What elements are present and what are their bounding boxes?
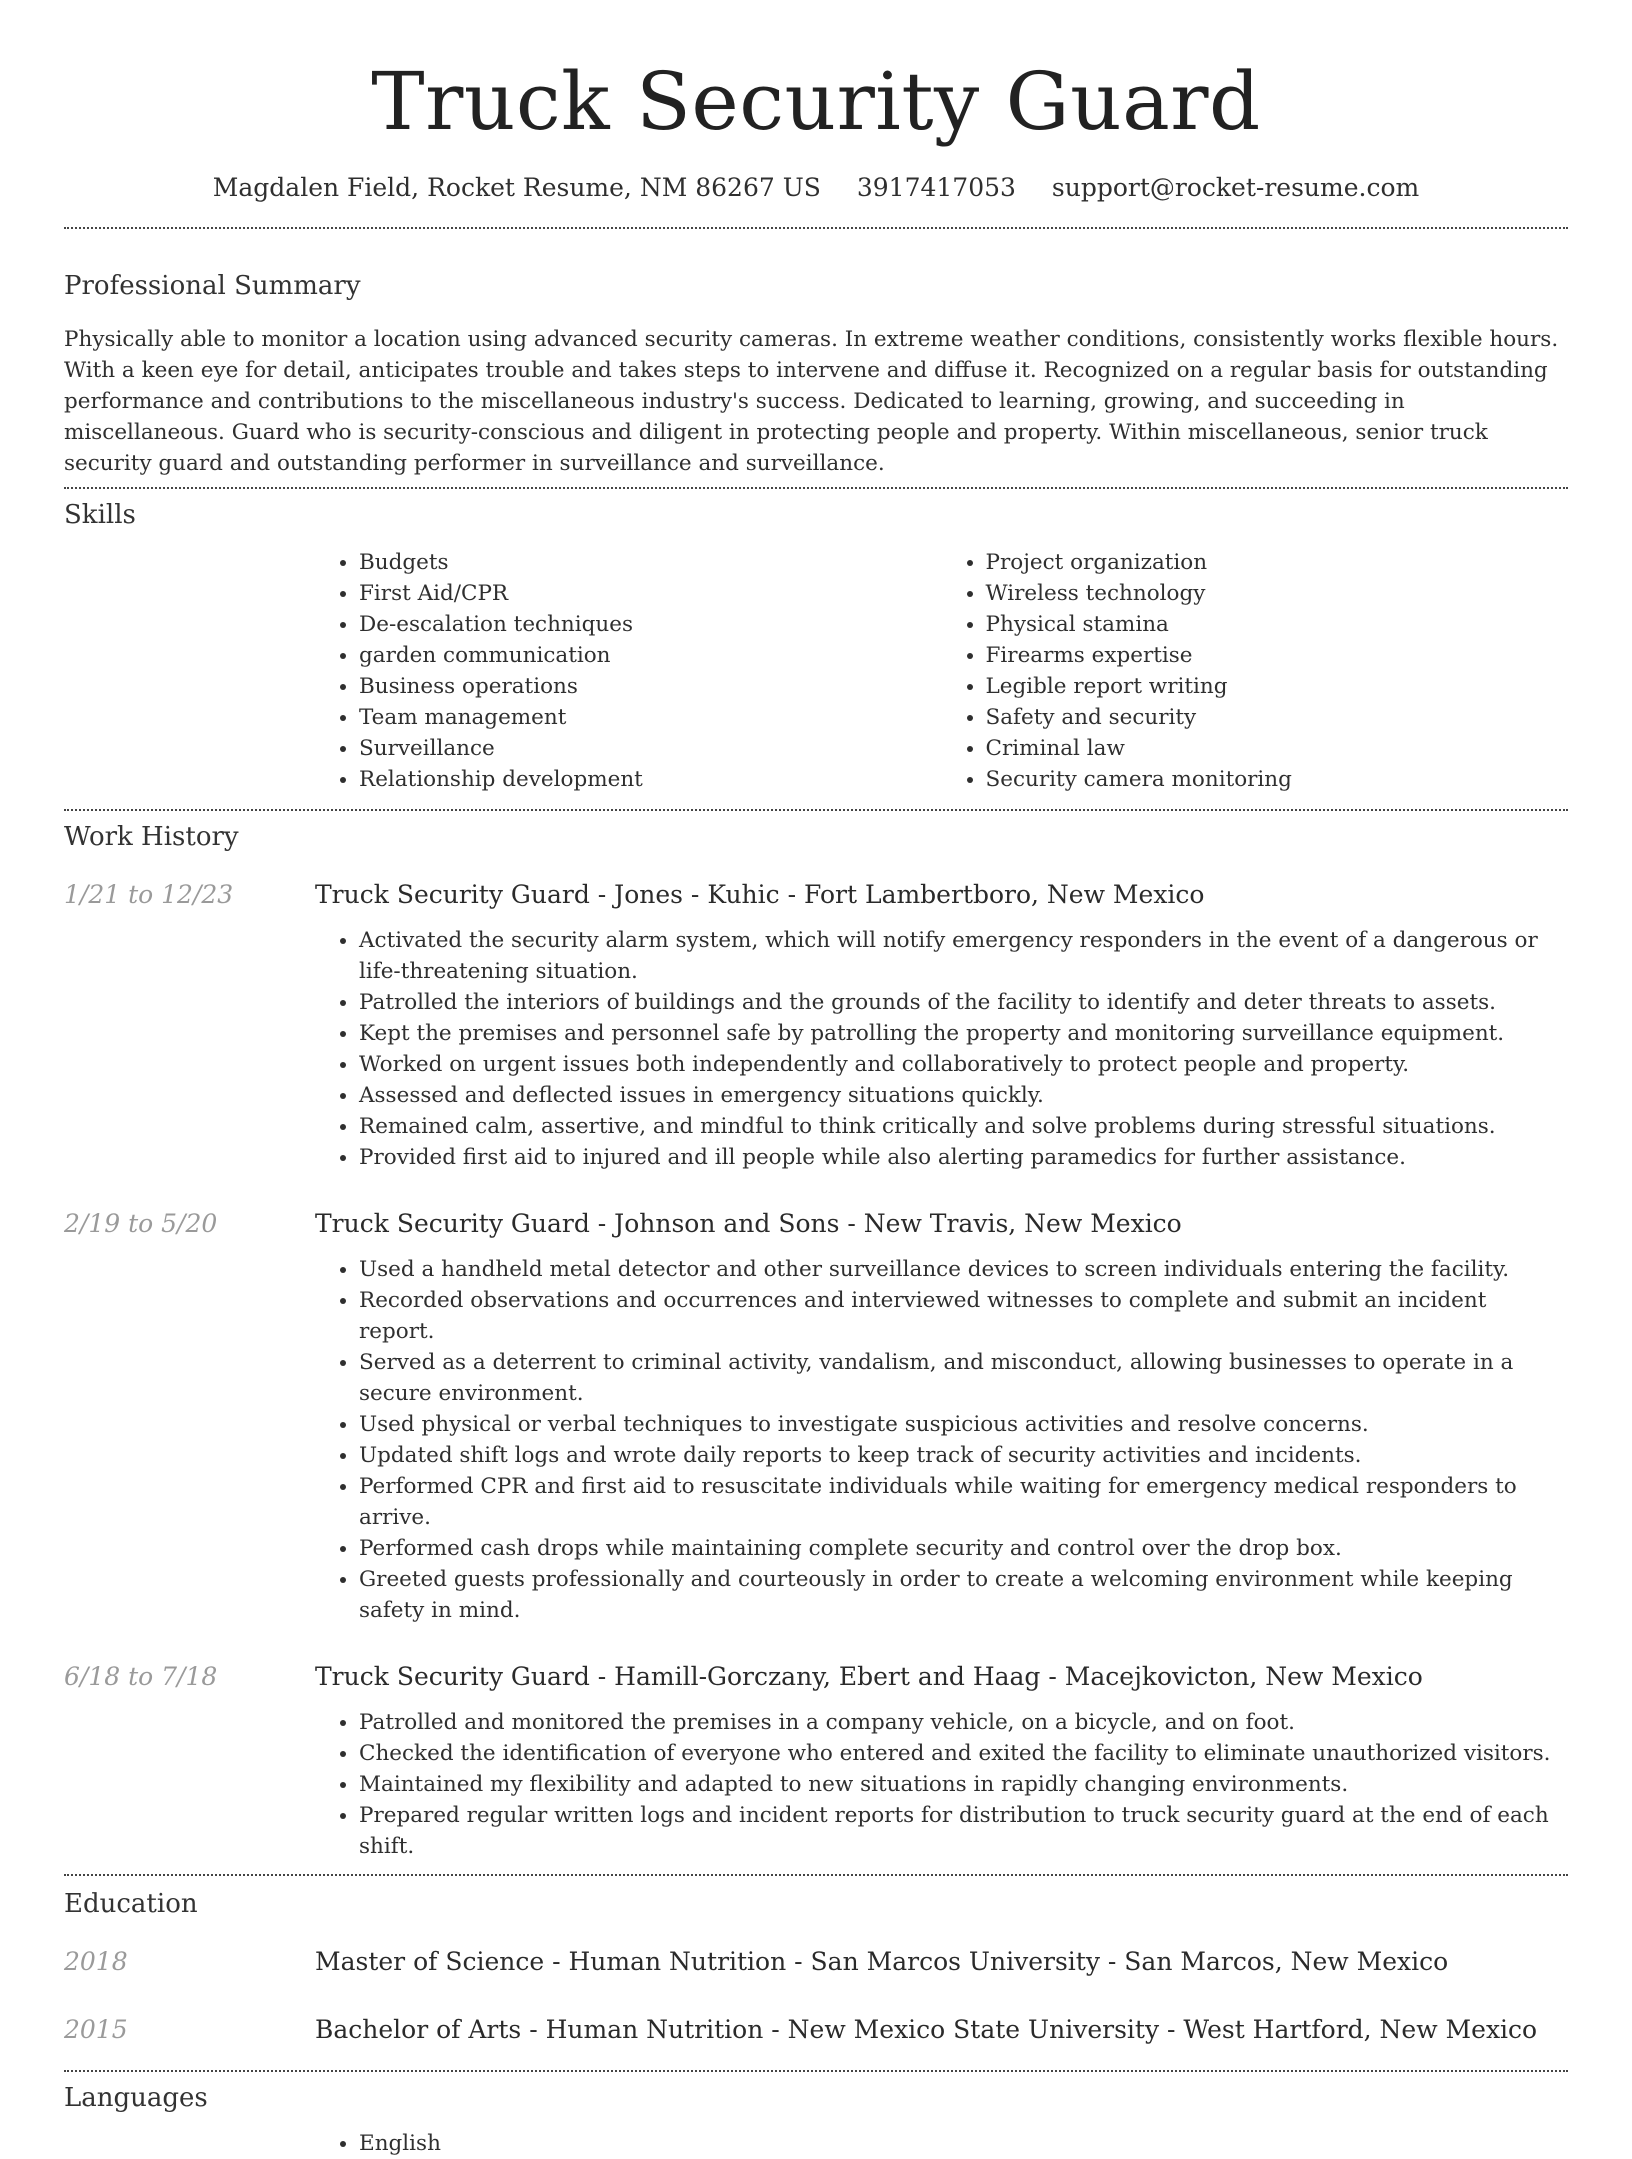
job-bullet: • Checked the identification of everyone who entered and exited the facility to eliminate unauthorized visitors. [359,1738,1568,1769]
skill-item: • Business operations [359,671,942,702]
job-heading: Truck Security Guard - Jones - Kuhic - Fort Lambertboro, New Mexico [315,880,1205,909]
skill-item: • Wireless technology [986,578,1569,609]
contact-email: support@rocket-resume.com [1051,173,1420,202]
skills-column-right [942,547,1569,795]
job-bullet: • Used a handheld metal detector and other surveillance devices to screen individuals entering the facility. [359,1254,1568,1285]
job-entry [64,1660,1568,1694]
section-divider [64,809,1568,811]
resume-name: Truck Security Guard [371,55,1261,148]
language-item: • English [359,2128,1568,2159]
skills-heading: Skills [64,500,136,530]
job-bullet: • Maintained my flexibility and adapted to new situations in rapidly changing environments. [359,1769,1568,1800]
education-heading: Education [64,1889,198,1919]
degree-name: Master of Science - Human Nutrition [315,1947,787,1976]
skill-item: • Surveillance [359,733,942,764]
skill-item: • Safety and security [986,702,1569,733]
degree-name: Bachelor of Arts - Human Nutrition [315,2015,764,2044]
skill-item: • Criminal law [986,733,1569,764]
section-divider [64,2070,1568,2072]
education-details [315,1945,1448,1979]
job-bullet: • Patrolled the interiors of buildings and the grounds of the facility to identify and deter threats to assets. [359,987,1568,1018]
school-name: - San Marcos University - San Marcos, New Mexico [786,1947,1449,1976]
section-divider [64,487,1568,489]
section-divider [64,1874,1568,1876]
skill-item: • Firearms expertise [986,640,1569,671]
job-dates: 1/21 to 12/23 [64,880,234,909]
resume-page [64,0,1568,2159]
skill-item: • First Aid/CPR [359,578,942,609]
job-bullet: • Recorded observations and occurrences and interviewed witnesses to complete and submit an incident report. [359,1285,1568,1347]
work-history-heading: Work History [64,822,239,852]
education-entry [64,1945,1568,1979]
job-bullet: • Activated the security alarm system, which will notify emergency responders in the event of a dangerous or life-threatening situation. [359,925,1568,987]
skill-item: • Project organization [986,547,1569,578]
job-bullet: • Provided first aid to injured and ill people while also alerting paramedics for further assistance. [359,1142,1568,1173]
education-year: 2015 [64,2015,128,2044]
skills-column-left [315,547,942,795]
job-bullets [315,925,1568,1173]
school-name: - New Mexico State University - West Hartford, New Mexico [763,2015,1538,2044]
skill-item: • Relationship development [359,764,942,795]
job-bullets [315,1254,1568,1626]
job-bullets [315,1707,1568,1862]
job-entry [64,1207,1568,1241]
skill-item: • Physical stamina [986,609,1569,640]
education-entry [64,2013,1568,2047]
job-bullet: • Worked on urgent issues both independently and collaboratively to protect people and property. [359,1049,1568,1080]
job-bullet: • Kept the premises and personnel safe by patrolling the property and monitoring surveillance equipment. [359,1018,1568,1049]
contact-address: Magdalen Field, Rocket Resume, NM 86267 US [212,173,821,202]
skill-item: • Legible report writing [986,671,1569,702]
contact-phone: 3917417053 [856,173,1016,202]
section-divider [64,227,1568,229]
job-bullet: • Prepared regular written logs and incident reports for distribution to truck security guard at the end of each shift. [359,1800,1568,1862]
education-year: 2018 [64,1947,128,1976]
languages-list [315,2128,1568,2159]
job-heading: Truck Security Guard - Hamill-Gorczany, Ebert and Haag - Macejkovicton, New Mexico [315,1662,1423,1691]
job-bullet: • Performed CPR and first aid to resuscitate individuals while waiting for emergency medical responders to arrive. [359,1471,1568,1533]
job-bullet: • Assessed and deflected issues in emergency situations quickly. [359,1080,1568,1111]
summary-text: Physically able to monitor a location using advanced security cameras. In extreme weather conditions, consistently works flexible hours. With a keen eye for detail, anticipates trouble and takes steps to intervene and diffuse it. Recognized on a regular basis for outstanding performance and contributions to the miscellaneous industry's success. Dedicated to learning, growing, and succeeding in miscellaneous. Guard who is security-conscious and diligent in protecting people and property. Within miscellaneous, senior truck security guard and outstanding performer in surveillance and surveillance. [64,327,1559,476]
skill-item: • Budgets [359,547,942,578]
job-dates: 6/18 to 7/18 [64,1662,218,1691]
job-bullet: • Served as a deterrent to criminal activity, vandalism, and misconduct, allowing businesses to operate in a secure environment. [359,1347,1568,1409]
job-bullet: • Patrolled and monitored the premises in a company vehicle, on a bicycle, and on foot. [359,1707,1568,1738]
job-entry [64,878,1568,912]
summary-heading: Professional Summary [64,271,361,301]
skill-item: • garden communication [359,640,942,671]
skill-item: • Security camera monitoring [986,764,1569,795]
job-dates: 2/19 to 5/20 [64,1209,218,1238]
skill-item: • Team management [359,702,942,733]
job-bullet: • Remained calm, assertive, and mindful to think critically and solve problems during stressful situations. [359,1111,1568,1142]
contact-line [64,172,1568,204]
job-bullet: • Performed cash drops while maintaining complete security and control over the drop box. [359,1533,1568,1564]
job-heading: Truck Security Guard - Johnson and Sons - New Travis, New Mexico [315,1209,1182,1238]
skills-list [315,547,1568,795]
skill-item: • De-escalation techniques [359,609,942,640]
languages-heading: Languages [64,2083,208,2113]
job-bullet: • Used physical or verbal techniques to investigate suspicious activities and resolve concerns. [359,1409,1568,1440]
job-bullet: • Greeted guests professionally and courteously in order to create a welcoming environment while keeping safety in mind. [359,1564,1568,1626]
education-details [315,2013,1537,2047]
job-bullet: • Updated shift logs and wrote daily reports to keep track of security activities and incidents. [359,1440,1568,1471]
